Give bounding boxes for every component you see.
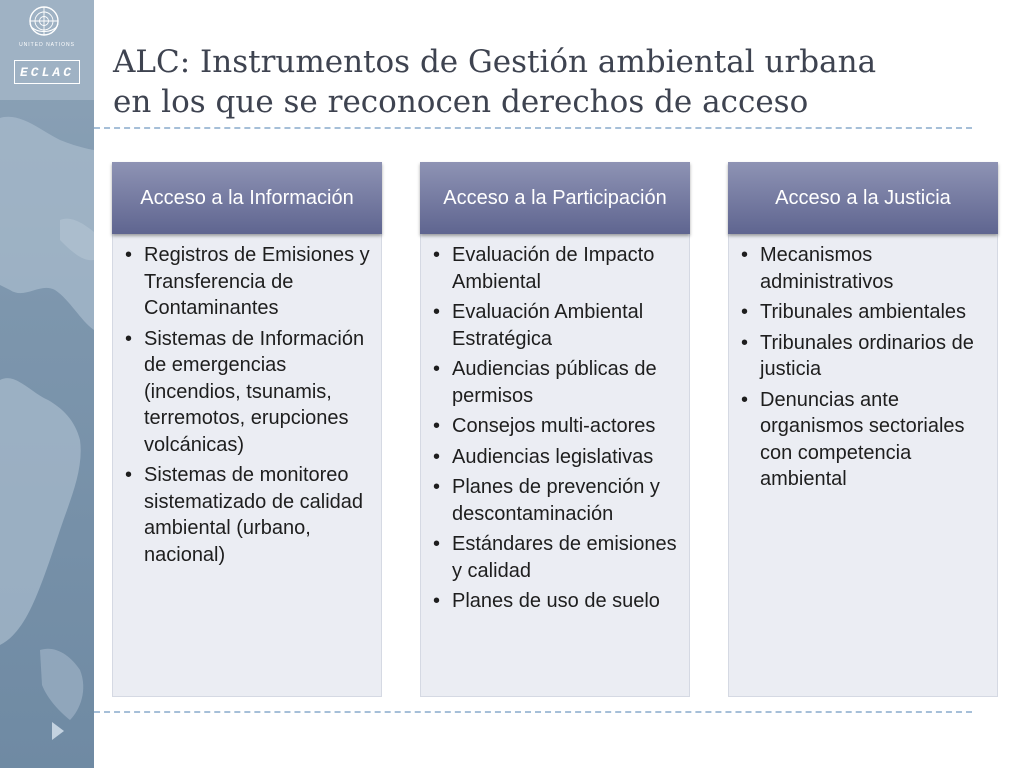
logo-area — [0, 0, 94, 100]
column-informacion — [112, 162, 382, 697]
column-justicia — [728, 162, 998, 697]
list-item: • Sistemas de monitoreo sistematizado de calidad ambiental (urbano, nacional) — [117, 462, 375, 568]
column-header: Acceso a la Información — [112, 162, 382, 234]
bullet-list — [117, 242, 375, 568]
column-header: Acceso a la Justicia — [728, 162, 998, 234]
column-header: Acceso a la Participación — [420, 162, 690, 234]
list-item: • Evaluación Ambiental Estratégica — [425, 299, 683, 352]
list-item: • Planes de uso de suelo — [425, 588, 683, 615]
list-item: • Registros de Emisiones y Transferencia de Contaminantes — [117, 242, 375, 322]
eclac-logo: ECLAC — [14, 60, 80, 84]
un-emblem-icon — [27, 4, 61, 38]
bullet-list — [425, 242, 683, 615]
sidebar-map-panel — [0, 0, 94, 768]
list-item: • Tribunales ambientales — [733, 299, 991, 326]
list-item: • Estándares de emisiones y calidad — [425, 531, 683, 584]
list-item: • Audiencias legislativas — [425, 444, 683, 471]
title-line-2: en los que se reconocen derechos de acceso — [113, 84, 809, 120]
world-map-graphic — [0, 0, 94, 768]
column-body — [728, 234, 998, 697]
column-participacion — [420, 162, 690, 697]
title-line-1: ALC: Instrumentos de Gestión ambiental urbana — [113, 44, 877, 80]
list-item: • Audiencias públicas de permisos — [425, 356, 683, 409]
bullet-list — [733, 242, 991, 493]
top-divider — [94, 127, 972, 129]
list-item: • Planes de prevención y descontaminación — [425, 474, 683, 527]
list-item: • Tribunales ordinarios de justicia — [733, 330, 991, 383]
column-body — [420, 234, 690, 697]
un-label: UNITED NATIONS — [19, 42, 75, 48]
list-item: • Denuncias ante organismos sectoriales con competencia ambiental — [733, 387, 991, 493]
list-item: • Sistemas de Información de emergencias (incendios, tsunamis, terremotos, erupciones volcánicas) — [117, 326, 375, 459]
page-title — [113, 42, 993, 122]
list-item: • Consejos multi-actores — [425, 413, 683, 440]
column-body — [112, 234, 382, 697]
play-arrow-icon — [52, 722, 64, 740]
list-item: • Evaluación de Impacto Ambiental — [425, 242, 683, 295]
list-item: • Mecanismos administrativos — [733, 242, 991, 295]
bottom-divider — [94, 711, 972, 713]
